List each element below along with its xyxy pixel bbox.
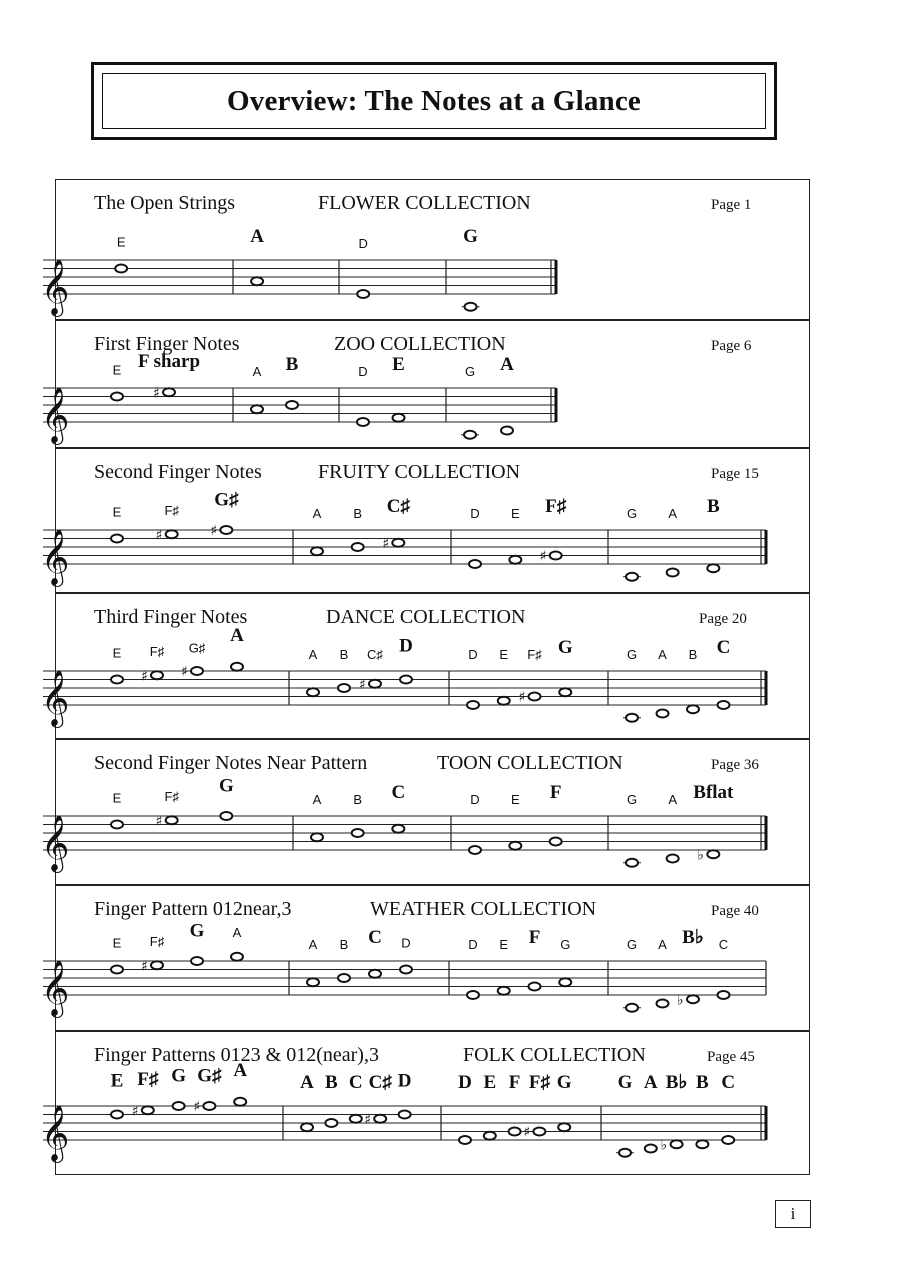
note-label: A [252, 364, 262, 379]
collection-name: FRUITY COLLECTION [318, 461, 521, 483]
note-label: G♯ [197, 1065, 222, 1087]
whole-note [203, 1102, 215, 1110]
note-label: A [300, 1072, 314, 1093]
music-staff [41, 1032, 811, 1176]
whole-note [251, 405, 263, 413]
note-label: D [401, 935, 411, 951]
note-label: A [658, 647, 667, 662]
whole-note [469, 560, 481, 568]
page-reference: Page 20 [699, 611, 747, 627]
whole-note [142, 1106, 154, 1114]
note-label: B [696, 1072, 709, 1093]
note-label: F♯ [527, 647, 542, 662]
whole-note [338, 684, 350, 692]
note-label: B [706, 496, 720, 517]
whole-note [231, 953, 243, 961]
whole-note [509, 556, 521, 564]
whole-note [559, 688, 571, 696]
whole-note [311, 547, 323, 555]
sharp-icon: ♯ [523, 1124, 531, 1141]
whole-note [722, 1136, 734, 1144]
music-staff [41, 740, 811, 886]
music-staff [41, 594, 811, 740]
note-label: G [626, 647, 638, 662]
title-frame [91, 62, 777, 140]
whole-note [163, 388, 175, 396]
whole-note [626, 859, 638, 867]
note-label: C [348, 1072, 363, 1093]
whole-note [469, 846, 481, 854]
note-label: F♯ [137, 1069, 159, 1090]
collection-name: DANCE COLLECTION [326, 606, 526, 628]
note-label: B [353, 792, 363, 807]
note-label: C♯ [367, 647, 383, 662]
whole-note [687, 705, 699, 713]
note-label: F♯ [149, 934, 165, 949]
note-label: Bflat [693, 782, 734, 803]
whole-note [301, 1123, 313, 1131]
note-label: E [510, 792, 520, 807]
note-label: F sharp [137, 351, 201, 372]
sharp-icon: ♯ [131, 1103, 139, 1120]
whole-note [465, 303, 477, 311]
flat-icon: ♭ [677, 992, 684, 1009]
note-label: A [308, 647, 318, 662]
sharp-icon: ♯ [181, 664, 188, 680]
page-reference: Page 45 [707, 1049, 755, 1065]
note-label: F♯ [149, 644, 165, 659]
section-title: The Open Strings [94, 192, 236, 214]
whole-note [559, 978, 571, 986]
sharp-icon: ♯ [359, 676, 366, 693]
whole-note [509, 842, 521, 850]
note-label: C♯ [368, 1072, 392, 1093]
sharp-icon: ♯ [539, 548, 547, 565]
note-label: D [358, 364, 368, 379]
whole-note [338, 974, 350, 982]
whole-note [392, 825, 404, 833]
collection-name: WEATHER COLLECTION [370, 898, 597, 920]
whole-note [307, 688, 319, 696]
note-label: F [528, 927, 541, 948]
whole-note [220, 526, 232, 534]
whole-note [220, 812, 232, 820]
whole-note [718, 991, 730, 999]
whole-note [234, 1098, 246, 1106]
note-label: G [557, 637, 573, 658]
whole-note [191, 667, 203, 675]
note-label: C [391, 782, 406, 803]
collection-name: TOON COLLECTION [437, 752, 623, 774]
note-label: G [560, 937, 571, 952]
treble-clef-icon: 𝄞 [41, 259, 70, 315]
note-label: D [470, 506, 480, 521]
flat-icon: ♭ [660, 1137, 668, 1154]
treble-clef-icon: 𝄞 [41, 960, 70, 1016]
treble-clef-icon: 𝄞 [41, 1105, 70, 1161]
note-label: A [250, 226, 264, 247]
note-label: G [617, 1072, 633, 1093]
sharp-icon: ♯ [382, 535, 390, 552]
whole-note [657, 1000, 669, 1008]
collection-section [41, 1031, 810, 1175]
whole-note [357, 290, 369, 298]
note-label: E [112, 935, 122, 951]
note-label: E [112, 645, 122, 661]
whole-note [166, 530, 178, 538]
note-label: B [325, 1072, 338, 1093]
whole-note [718, 701, 730, 709]
collection-section [41, 885, 810, 1031]
sharp-icon: ♯ [193, 1099, 201, 1115]
note-label: A [312, 506, 322, 521]
sharp-icon: ♯ [141, 668, 148, 685]
note-label: A [500, 354, 514, 375]
note-label: B [339, 647, 349, 662]
note-label: B♭ [665, 1072, 688, 1093]
note-label: G [464, 364, 476, 379]
collection-name: FLOWER COLLECTION [318, 192, 531, 214]
treble-clef-icon: 𝄞 [41, 815, 70, 871]
whole-note [671, 1140, 683, 1148]
note-label: A [232, 924, 242, 940]
note-label: E [112, 504, 122, 520]
note-label: A [643, 1072, 658, 1093]
whole-note [111, 821, 123, 829]
note-label: E [112, 790, 122, 806]
whole-note [352, 543, 364, 551]
collection-section [41, 320, 810, 448]
whole-note [286, 401, 298, 409]
whole-note [626, 1004, 638, 1012]
note-label: A [312, 792, 322, 807]
whole-note [111, 1111, 123, 1119]
note-label: C [718, 937, 729, 952]
whole-note [392, 539, 404, 547]
whole-note [687, 995, 699, 1003]
whole-note [191, 957, 203, 965]
note-label: E [110, 1070, 124, 1092]
whole-note [707, 564, 719, 572]
whole-note [369, 680, 381, 688]
music-staff [41, 886, 811, 1032]
note-label: A [230, 624, 244, 646]
sharp-icon: ♯ [153, 385, 160, 402]
whole-note [529, 983, 541, 991]
whole-note [307, 978, 319, 986]
whole-note [151, 961, 163, 969]
whole-note [533, 1128, 545, 1136]
note-label: G [218, 775, 234, 797]
whole-note [357, 418, 369, 426]
note-label: A [668, 792, 678, 807]
whole-note [467, 991, 479, 999]
whole-note [111, 535, 123, 543]
note-label: G [556, 1072, 572, 1093]
note-label: E [499, 647, 509, 662]
page-reference: Page 36 [711, 757, 759, 773]
whole-note [459, 1136, 471, 1144]
whole-note [231, 663, 243, 671]
note-label: D [470, 792, 480, 807]
whole-note [111, 393, 123, 401]
section-title: First Finger Notes [94, 333, 240, 355]
whole-note [400, 966, 412, 974]
treble-clef-icon: 𝄞 [41, 387, 70, 443]
note-label: F♯ [164, 789, 179, 804]
whole-note [619, 1149, 631, 1157]
note-label: G [626, 506, 638, 521]
note-label: A [308, 937, 318, 952]
sharp-icon: ♯ [364, 1111, 371, 1128]
whole-note [173, 1102, 185, 1110]
note-label: E [483, 1072, 497, 1093]
note-label: C [721, 1072, 736, 1093]
note-label: B [339, 937, 349, 952]
section-title: Finger Patterns 0123 & 012(near),3 [94, 1044, 379, 1066]
note-label: D [468, 647, 478, 662]
whole-note [667, 569, 679, 577]
whole-note [498, 987, 510, 995]
title-inner-frame [102, 73, 766, 129]
section-title: Third Finger Notes [94, 606, 248, 628]
whole-note [400, 676, 412, 684]
sharp-icon: ♯ [518, 689, 526, 706]
note-label: B [285, 354, 299, 375]
page-reference: Page 15 [711, 466, 759, 482]
collection-section [41, 179, 810, 320]
music-staff [41, 449, 811, 594]
collection-name: FOLK COLLECTION [463, 1044, 646, 1066]
whole-note [115, 265, 127, 273]
note-label: G [189, 920, 205, 942]
whole-note [393, 414, 405, 422]
whole-note [667, 855, 679, 863]
note-label: F [508, 1072, 521, 1093]
page-reference: Page 1 [711, 197, 752, 213]
whole-note [111, 966, 123, 974]
note-label: F♯ [164, 503, 179, 518]
note-label: E [392, 354, 405, 375]
page-number: i [775, 1200, 811, 1228]
note-label: E [499, 937, 509, 952]
sharp-icon: ♯ [155, 813, 163, 830]
whole-note [550, 838, 562, 846]
section-title: Second Finger Notes Near Pattern [94, 752, 368, 774]
whole-note [369, 970, 381, 978]
whole-note [464, 431, 476, 439]
note-label: F♯ [528, 1072, 550, 1093]
collection-section [41, 739, 810, 885]
whole-note [707, 850, 719, 858]
flat-icon: ♭ [697, 847, 704, 864]
note-label: B [353, 506, 363, 521]
note-label: E [112, 362, 122, 378]
note-label: E [116, 234, 126, 250]
note-label: C [368, 927, 382, 948]
whole-note [501, 427, 513, 435]
note-label: A [658, 937, 667, 952]
whole-note [350, 1115, 362, 1123]
note-label: G [463, 226, 478, 247]
whole-note [251, 277, 263, 285]
whole-note [558, 1123, 570, 1131]
page-title: Overview: The Notes at a Glance [227, 84, 641, 117]
whole-note [626, 714, 638, 722]
whole-note [498, 697, 510, 705]
whole-note [111, 676, 123, 684]
whole-note [325, 1119, 337, 1127]
treble-clef-icon: 𝄞 [41, 529, 70, 585]
note-label: E [510, 506, 520, 521]
note-label: G [626, 792, 638, 807]
section-title: Second Finger Notes [94, 461, 262, 483]
note-label: G [171, 1065, 186, 1087]
collection-section [41, 593, 810, 739]
sharp-icon: ♯ [155, 527, 163, 544]
collection-section [41, 448, 810, 593]
note-label: C♯ [386, 496, 410, 517]
note-label: A [668, 506, 678, 521]
note-label: D [458, 1072, 472, 1093]
note-label: D [468, 937, 478, 952]
whole-note [374, 1115, 386, 1123]
whole-note [509, 1128, 521, 1136]
note-label: G [626, 937, 638, 952]
note-label: A [233, 1059, 248, 1081]
whole-note [484, 1132, 496, 1140]
whole-note [657, 710, 669, 718]
music-staff [41, 180, 811, 321]
note-label: G♯ [214, 489, 239, 511]
whole-note [311, 833, 323, 841]
whole-note [696, 1140, 708, 1148]
note-label: D [397, 1070, 412, 1092]
whole-note [151, 671, 163, 679]
whole-note [626, 573, 638, 581]
whole-note [645, 1145, 657, 1153]
treble-clef-icon: 𝄞 [41, 670, 70, 726]
section-title: Finger Pattern 012near,3 [94, 898, 292, 920]
sharp-icon: ♯ [141, 958, 148, 975]
collection-name: ZOO COLLECTION [334, 333, 506, 355]
note-label: B [688, 647, 698, 662]
note-label: F♯ [545, 496, 567, 517]
page-reference: Page 40 [711, 903, 759, 919]
music-staff [41, 321, 811, 449]
note-label: B♭ [682, 927, 704, 948]
note-label: F [549, 782, 562, 803]
whole-note [550, 552, 562, 560]
sharp-icon: ♯ [210, 523, 218, 539]
whole-note [399, 1111, 411, 1119]
note-label: D [358, 236, 368, 251]
whole-note [166, 816, 178, 824]
page-reference: Page 6 [711, 338, 752, 354]
note-label: D [399, 635, 413, 657]
note-label: G♯ [188, 640, 206, 656]
note-label: C [716, 637, 731, 658]
whole-note [529, 693, 541, 701]
whole-note [352, 829, 364, 837]
whole-note [467, 701, 479, 709]
